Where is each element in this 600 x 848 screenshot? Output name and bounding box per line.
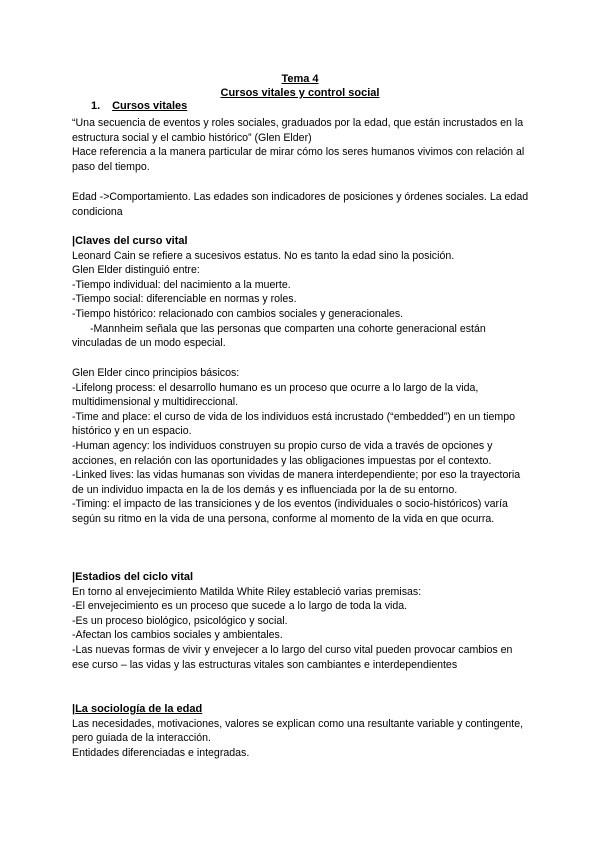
mannheim-paragraph: -Mannheim señala que las personas que comparten una cohorte generacional están vinculadas de un modo especial.: [72, 322, 486, 350]
estadios-heading: |Estadios del ciclo vital: [72, 571, 194, 583]
section-1-heading: [91, 99, 187, 114]
topic-number: Tema 4: [281, 73, 319, 85]
principio-item: -Human agency: los individuos construyen su propio curso de vida a través de opciones y acciones, en relación con las oportunidades y las obligaciones impuestas por el contexto.: [72, 439, 493, 467]
section-1-body: [72, 116, 532, 174]
section-1-number: 1.: [91, 100, 101, 112]
principios-intro: Glen Elder cinco principios básicos:: [72, 367, 240, 379]
section-1-title: Cursos vitales: [112, 100, 188, 112]
sociologia-heading: [72, 702, 532, 717]
estadios-line: -Afectan los cambios sociales y ambientales.: [72, 629, 283, 642]
document-subtitle: Cursos vitales y control social: [220, 87, 380, 99]
claves-heading: |Claves del curso vital: [72, 235, 188, 247]
principio-item: -Time and place: el curso de vida de los individuos está incrustado (“embedded”) en un tiempo histórico y en un espacio.: [72, 410, 516, 438]
edad-paragraph: Edad ->Comportamiento. Las edades son indicadores de posiciones y órdenes sociales. La edad condiciona: [72, 191, 529, 218]
sociologia-heading-text: La sociología de la edad: [75, 703, 203, 715]
principios-section: [72, 366, 532, 527]
heading-bar: |: [72, 703, 76, 715]
principio-item: -Timing: el impacto de las transiciones y de los eventos (individuales o socio-históricos) varía según su ritmo en la vida de una persona, conforme al momento de la vida en que ocurra.: [72, 498, 508, 525]
claves-line: -Tiempo social: diferenciable en normas y roles.: [72, 293, 297, 306]
claves-line: -Tiempo individual: del nacimiento a la muerte.: [72, 278, 291, 291]
estadios-line: -El envejecimiento es un proceso que sucede a lo largo de toda la vida.: [72, 600, 408, 613]
principio-item: -Lifelong process: el desarrollo humano es un proceso que ocurre a lo largo de la vida, multidimensional y multidireccional.: [72, 381, 479, 409]
principio-item: -Linked lives: las vidas humanas son vividas de manera interdependiente; por eso la trayectoria de un individuo impacta en la de los demás y es influenciada por la de su entorno.: [72, 469, 521, 496]
estadios-line: -Las nuevas formas de vivir y envejecer a lo largo del curso vital pueden provocar cambios en ese curso – las vidas y las estructuras vitales son cambiantes e interdependientes: [72, 643, 513, 671]
claves-line: -Tiempo histórico: relacionado con cambios sociales y generacionales.: [72, 307, 404, 320]
sociologia-line: Las necesidades, motivaciones, valores se explican como una resultante variable y contingente, pero guiada de la interacción.: [72, 717, 524, 745]
estadios-line: En torno al envejecimiento Matilda White Riley estableció varias premisas:: [72, 585, 422, 598]
claves-line: Glen Elder distinguió entre:: [72, 264, 200, 277]
estadios-section: [72, 570, 532, 672]
section-1-paragraph: Hace referencia a la manera particular de mirar cómo los seres humanos vivimos con relación al paso del tiempo.: [72, 146, 525, 173]
sociologia-line: Entidades diferenciadas e integradas.: [72, 746, 250, 759]
sociologia-section: [72, 702, 532, 760]
claves-line: Leonard Cain se refiere a sucesivos estatus. No es tanto la edad sino la posición.: [72, 249, 455, 262]
claves-section: [72, 234, 532, 351]
estadios-line: -Es un proceso biológico, psicológico y social.: [72, 614, 288, 627]
elder-quote: “Una secuencia de eventos y roles sociales, graduados por la edad, que están incrustados en la estructura social y el cambio histórico” (Glen Elder): [72, 117, 524, 144]
